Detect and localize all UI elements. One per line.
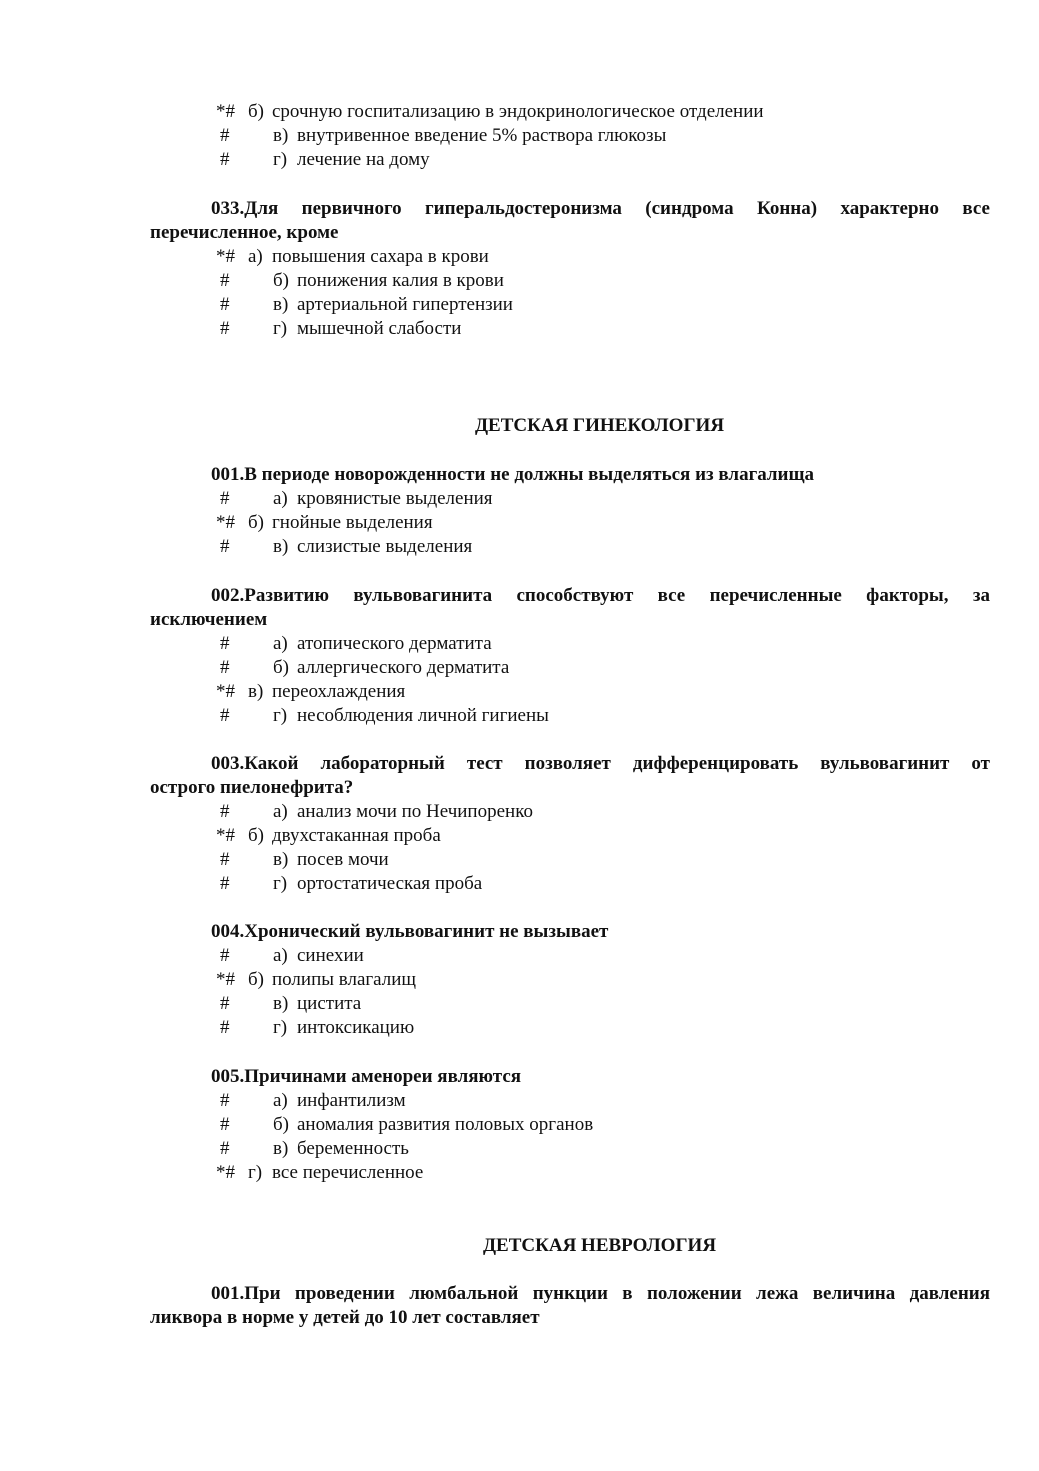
- section-title: ДЕТСКАЯ НЕВРОЛОГИЯ: [482, 1235, 717, 1256]
- question-text: 033.Для первичного гиперальдостеронизма (синдрома Конна) характерно все: [211, 198, 990, 219]
- answer-marker: #: [220, 318, 230, 339]
- correct-marker: *#: [216, 1162, 235, 1183]
- question-gyn-001: [150, 463, 990, 487]
- answer-text: слизистые выделения: [297, 536, 473, 557]
- answer-marker: #: [220, 1017, 230, 1038]
- answer-text: аномалия развития половых органов: [297, 1114, 594, 1135]
- answer-text: инфантилизм: [297, 1090, 406, 1111]
- answer-letter: б): [273, 1114, 289, 1135]
- answer-marker: #: [220, 633, 230, 654]
- question-033: [150, 197, 990, 245]
- question-text: 001.В периоде новорожденности не должны выделяться из влагалища: [211, 464, 815, 485]
- section-title: ДЕТСКАЯ ГИНЕКОЛОГИЯ: [474, 415, 725, 436]
- answer-text: полипы влагалищ: [272, 969, 417, 990]
- correct-marker: *#: [216, 681, 235, 702]
- answer-letter: б): [273, 270, 289, 291]
- answer-letter: в): [248, 681, 264, 702]
- correct-marker: *#: [216, 101, 235, 122]
- answer-marker: #: [220, 873, 230, 894]
- answer-letter: а): [273, 1090, 288, 1111]
- answer-letter: в): [273, 849, 289, 870]
- correct-marker: *#: [216, 969, 235, 990]
- answer-text: срочную госпитализацию в эндокринологическое отделении: [272, 101, 764, 122]
- answer-marker: #: [220, 705, 230, 726]
- question-text: 004.Хронический вульвовагинит не вызывает: [211, 921, 609, 942]
- question-gyn-002: [150, 584, 990, 632]
- answer-text: мышечной слабости: [297, 318, 462, 339]
- answer-text: понижения калия в крови: [297, 270, 504, 291]
- answer-text: интоксикацию: [297, 1017, 415, 1038]
- answer-letter: б): [248, 825, 264, 846]
- answer-letter: г): [273, 873, 288, 894]
- answer-letter: в): [273, 1138, 289, 1159]
- answer-text: двухстаканная проба: [272, 825, 441, 846]
- answer-letter: б): [248, 101, 264, 122]
- answer-text: внутривенное введение 5% раствора глюкозы: [297, 125, 667, 146]
- answer-letter: в): [273, 536, 289, 557]
- section-heading-neurology: [0, 1234, 1039, 1258]
- answer-text: несоблюдения личной гигиены: [297, 705, 549, 726]
- answer-marker: #: [220, 1138, 230, 1159]
- answer-letter: г): [273, 149, 288, 170]
- answer-marker: #: [220, 294, 230, 315]
- answer-letter: б): [273, 657, 289, 678]
- question-gyn-003: [150, 752, 990, 800]
- answer-text: цистита: [297, 993, 362, 1014]
- answer-letter: в): [273, 993, 289, 1014]
- answer-letter: г): [273, 705, 288, 726]
- answer-letter: а): [248, 246, 263, 267]
- question-text: 003.Какой лабораторный тест позволяет дифференцировать вульвовагинит от: [211, 753, 990, 774]
- answer-marker: #: [220, 536, 230, 557]
- answer-letter: а): [273, 488, 288, 509]
- answer-letter: б): [248, 969, 264, 990]
- correct-marker: *#: [216, 246, 235, 267]
- question-text: 001.При проведении люмбальной пункции в положении лежа величина давления: [211, 1283, 990, 1304]
- answer-letter: в): [273, 125, 289, 146]
- answer-letter: г): [248, 1162, 263, 1183]
- answer-marker: #: [220, 657, 230, 678]
- answer-letter: г): [273, 318, 288, 339]
- correct-marker: *#: [216, 512, 235, 533]
- answer-marker: #: [220, 125, 230, 146]
- answer-text: повышения сахара в крови: [272, 246, 489, 267]
- answer-text: синехии: [297, 945, 364, 966]
- question-text-continued: острого пиелонефрита?: [150, 777, 354, 798]
- answer-text: посев мочи: [297, 849, 389, 870]
- answer-letter: в): [273, 294, 289, 315]
- answer-letter: а): [273, 945, 288, 966]
- question-neuro-001: [150, 1282, 990, 1330]
- question-text-continued: ликвора в норме у детей до 10 лет составляет: [150, 1307, 540, 1328]
- answer-text: аллергического дерматита: [297, 657, 510, 678]
- answer-text: беременность: [297, 1138, 409, 1159]
- question-gyn-004: [150, 920, 990, 944]
- question-gyn-005: [150, 1065, 990, 1089]
- answer-letter: а): [273, 633, 288, 654]
- question-text-continued: исключением: [150, 609, 268, 630]
- answer-text: кровянистые выделения: [297, 488, 493, 509]
- answer-text: артериальной гипертензии: [297, 294, 513, 315]
- answer-text: переохлаждения: [272, 681, 406, 702]
- answer-text: ортостатическая проба: [297, 873, 483, 894]
- answer-text: гнойные выделения: [272, 512, 433, 533]
- answer-marker: #: [220, 270, 230, 291]
- answer-marker: #: [220, 993, 230, 1014]
- answer-marker: #: [220, 1090, 230, 1111]
- correct-marker: *#: [216, 825, 235, 846]
- answer-letter: а): [273, 801, 288, 822]
- answer-marker: #: [220, 849, 230, 870]
- answer-marker: #: [220, 488, 230, 509]
- answer-marker: #: [220, 1114, 230, 1135]
- answer-letter: г): [273, 1017, 288, 1038]
- answer-text: лечение на дому: [297, 149, 430, 170]
- answer-text: все перечисленное: [272, 1162, 424, 1183]
- answer-letter: б): [248, 512, 264, 533]
- answer-text: атопического дерматита: [297, 633, 492, 654]
- section-heading-gynecology: [0, 414, 1039, 438]
- answer-marker: #: [220, 149, 230, 170]
- answer-text: анализ мочи по Нечипоренко: [297, 801, 533, 822]
- answer-marker: #: [220, 945, 230, 966]
- question-text: 005.Причинами аменореи являются: [211, 1066, 522, 1087]
- answer-marker: #: [220, 801, 230, 822]
- question-text-continued: перечисленное, кроме: [150, 222, 339, 243]
- question-text: 002.Развитию вульвовагинита способствуют все перечисленные факторы, за: [211, 585, 990, 606]
